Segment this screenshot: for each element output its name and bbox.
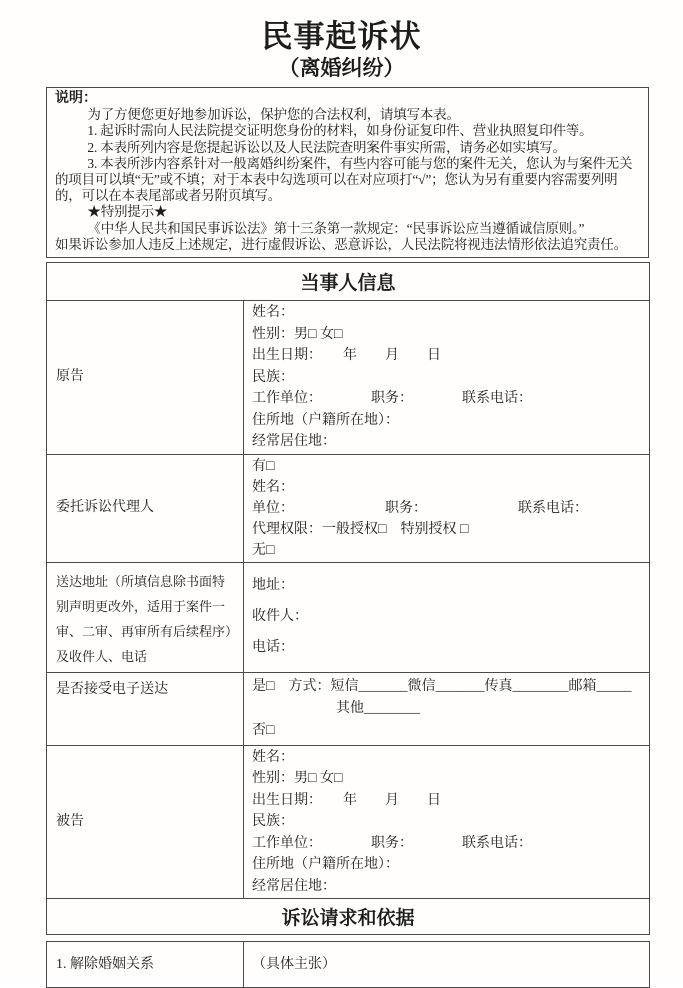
party-info-header-row xyxy=(47,263,650,301)
form-row-delivery-address xyxy=(47,562,650,672)
defendant-field-line: 经常居住地： xyxy=(252,878,336,894)
form-row-defendant xyxy=(47,745,650,899)
document-title: 民事起诉状 xyxy=(261,19,422,54)
plaintiff-field-line: 民族： xyxy=(252,369,294,385)
claim-1-field-line: （具体主张） xyxy=(252,956,336,972)
instructions-body xyxy=(55,107,640,253)
instruction-paragraph: 为了方便您更好地参加诉讼，保护您的合法权利，请填写本表。 xyxy=(87,107,460,123)
instruction-paragraph: 1. 起诉时需向人民法院提交证明您身份的材料，如身份证复印件、营业执照复印件等。 xyxy=(87,123,593,139)
instruction-paragraph: 如果诉讼参加人违反上述规定，进行虚假诉讼、恶意诉讼，人民法院将视违法情形依法追究责任。 xyxy=(55,236,627,252)
electronic-delivery-fields xyxy=(244,672,650,745)
plaintiff-field-line: 性别：男□ 女□ xyxy=(252,326,343,342)
defendant-field-line: 姓名： xyxy=(252,749,294,765)
delivery-address-field-line: 收件人： xyxy=(252,609,308,625)
delivery-address-field-line: 地址： xyxy=(252,578,294,594)
defendant-field-line: 民族： xyxy=(252,814,294,830)
instructions-box xyxy=(46,87,649,258)
agent-field-line: 单位： 职务： 联系电话： xyxy=(252,500,588,516)
claims-table xyxy=(46,941,650,988)
instructions-heading: 说明： xyxy=(55,91,97,106)
defendant-field-line: 性别：男□ 女□ xyxy=(252,771,343,787)
plaintiff-label: 原告 xyxy=(47,301,244,455)
plaintiff-field-line: 出生日期： 年 月 日 xyxy=(252,348,441,364)
plaintiff-field-line: 经常居住地： xyxy=(252,434,336,450)
plaintiff-field-line: 姓名： xyxy=(252,305,294,321)
claim-1-label: 1. 解除婚姻关系 xyxy=(47,942,244,988)
defendant-label: 被告 xyxy=(47,745,244,899)
document-subtitle: （离婚纠纷） xyxy=(278,57,405,80)
electronic-delivery-label: 是否接受电子送达 xyxy=(47,672,244,745)
defendant-fields xyxy=(244,745,650,899)
instruction-paragraph: 2. 本表所列内容是您提起诉讼以及人民法院查明案件事实所需，请务必如实填写。 xyxy=(87,139,566,155)
document-body xyxy=(46,87,649,988)
plaintiff-field-line: 工作单位： 职务： 联系电话： xyxy=(252,391,532,407)
form-row-electronic-delivery xyxy=(47,672,650,745)
electronic-delivery-field-line: 是□ 方式：短信_______微信_______传真________邮箱_____ xyxy=(252,678,632,694)
delivery-address-label: 送达地址（所填信息除书面特别声明更改外，适用于案件一审、二审、再审所有后续程序）及收件人、电话 xyxy=(47,562,244,672)
form-row-agent xyxy=(47,454,650,562)
instruction-paragraph: ★特别提示★ xyxy=(87,204,168,220)
claims-header-row xyxy=(47,899,650,935)
instruction-paragraph: 3. 本表所涉内容系针对一般离婚纠纷案件，有些内容可能与您的案件无关，您认为与案件无关的项目可以填“无”或不填；对于本表中勾选项可以在对应项打“√”；您认为另有重要内容需要列明的，可以在本表尾部或者另附页填写。 xyxy=(55,155,633,204)
plaintiff-fields xyxy=(244,301,650,455)
party-info-table xyxy=(46,262,650,935)
claim-1-fields xyxy=(244,942,650,988)
form-row-claim-1 xyxy=(47,942,650,988)
delivery-address-fields xyxy=(244,562,650,672)
party-info-header: 当事人信息 xyxy=(47,263,650,301)
agent-fields xyxy=(244,454,650,562)
electronic-delivery-field-line: 否□ xyxy=(252,722,275,738)
defendant-field-line: 出生日期： 年 月 日 xyxy=(252,792,441,808)
form-row-plaintiff xyxy=(47,301,650,455)
defendant-field-line: 住所地（户籍所在地）： xyxy=(252,857,399,873)
electronic-delivery-field-line: 其他________ xyxy=(252,700,420,716)
delivery-address-field-line: 电话： xyxy=(252,640,294,656)
agent-field-line: 有□ xyxy=(252,458,275,474)
instruction-paragraph: 《中华人民共和国民事诉讼法》第十三条第一款规定：“民事诉讼应当遵循诚信原则。” xyxy=(87,220,585,236)
agent-field-line: 代理权限：一般授权□ 特别授权 □ xyxy=(252,521,469,537)
defendant-field-line: 工作单位： 职务： 联系电话： xyxy=(252,835,532,851)
agent-field-line: 姓名： xyxy=(252,479,294,495)
claims-header: 诉讼请求和依据 xyxy=(47,899,650,935)
agent-label: 委托诉讼代理人 xyxy=(47,454,244,562)
plaintiff-field-line: 住所地（户籍所在地）： xyxy=(252,412,399,428)
agent-field-line: 无□ xyxy=(252,542,275,558)
